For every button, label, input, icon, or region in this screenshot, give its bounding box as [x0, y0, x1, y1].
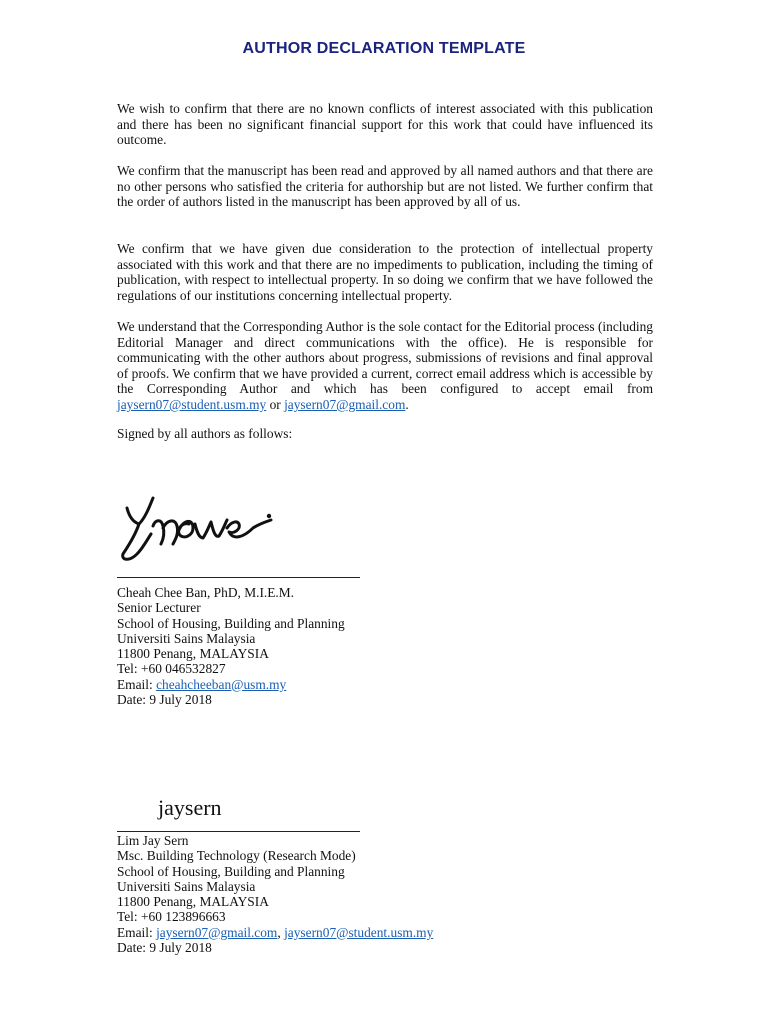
- author1-details: [117, 585, 517, 707]
- signature-author2: jaysern: [158, 795, 222, 820]
- author2-school: School of Housing, Building and Planning: [117, 863, 345, 879]
- author2-name: Lim Jay Sern: [117, 833, 189, 848]
- author2-email-separator: ,: [277, 924, 281, 940]
- author1-email-row: [117, 677, 517, 692]
- handwritten-signature-author1: [113, 488, 283, 570]
- author2-university: Universiti Sains Malaysia: [117, 878, 256, 894]
- or-text: or: [269, 396, 281, 412]
- author2-tel: Tel: +60 123896663: [117, 909, 226, 925]
- author2-address: 11800 Penang, MALAYSIA: [117, 894, 269, 910]
- document-title: AUTHOR DECLARATION TEMPLATE: [242, 40, 526, 57]
- email-link-student[interactable]: jaysern07@student.usm.my: [117, 396, 267, 412]
- author1-email-label: Email:: [117, 676, 153, 692]
- author2-email-link-student[interactable]: jaysern07@student.usm.my: [284, 924, 434, 940]
- author1-email-link[interactable]: cheahcheeban@usm.my: [156, 676, 287, 692]
- paragraph-corresponding-author: [117, 319, 653, 413]
- signature-line-author2: [117, 831, 360, 832]
- paragraph-authorship: We confirm that the manuscript has been read and approved by all named authors and that there are no other persons who satisfied the criteria for authorship but are not listed. We further confirm that the order of authors listed in the manuscript has been approved by all of us.: [117, 163, 653, 210]
- paragraph-conflicts: We wish to confirm that there are no known conflicts of interest associated with this publication and there has been no significant financial support for this work that could have influenced its outcome.: [117, 101, 653, 148]
- author1-address: 11800 Penang, MALAYSIA: [117, 646, 269, 662]
- author2-email-row: [117, 925, 517, 940]
- email-link-gmail[interactable]: jaysern07@gmail.com: [284, 396, 406, 412]
- author2-position: Msc. Building Technology (Research Mode): [117, 848, 356, 864]
- author2-email-link-gmail[interactable]: jaysern07@gmail.com: [156, 924, 278, 940]
- author2-details: [117, 833, 517, 955]
- signature-line-author1: [117, 577, 360, 578]
- author1-date: Date: 9 July 2018: [117, 692, 212, 708]
- author2-email-label: Email:: [117, 924, 153, 940]
- author1-name: Cheah Chee Ban, PhD, M.I.E.M.: [117, 585, 295, 600]
- paragraph-corresponding-author-text: We understand that the Corresponding Author is the sole contact for the Editorial process (including Editorial Manager and direct communications with the office). He is responsible for communicating with the other authors about progress, submissions of revisions and final approval of proofs. We confirm that we have provided a current, correct email address which is accessible by the Corresponding Author and which has been configured to accept email from: [117, 319, 653, 397]
- author1-tel: Tel: +60 046532827: [117, 661, 226, 677]
- paragraph-intellectual-property: We confirm that we have given due consideration to the protection of intellectual property associated with this work and that there are no impediments to publication, including the timing of publication, with respect to intellectual property. In so doing we confirm that we have followed the regulations of our institutions concerning intellectual property.: [117, 241, 653, 303]
- author1-school: School of Housing, Building and Planning: [117, 615, 345, 631]
- author2-date: Date: 9 July 2018: [117, 940, 212, 956]
- period-text: .: [405, 396, 409, 412]
- author1-position: Senior Lecturer: [117, 600, 201, 616]
- author1-university: Universiti Sains Malaysia: [117, 630, 256, 646]
- signed-by-text: Signed by all authors as follows:: [117, 426, 293, 441]
